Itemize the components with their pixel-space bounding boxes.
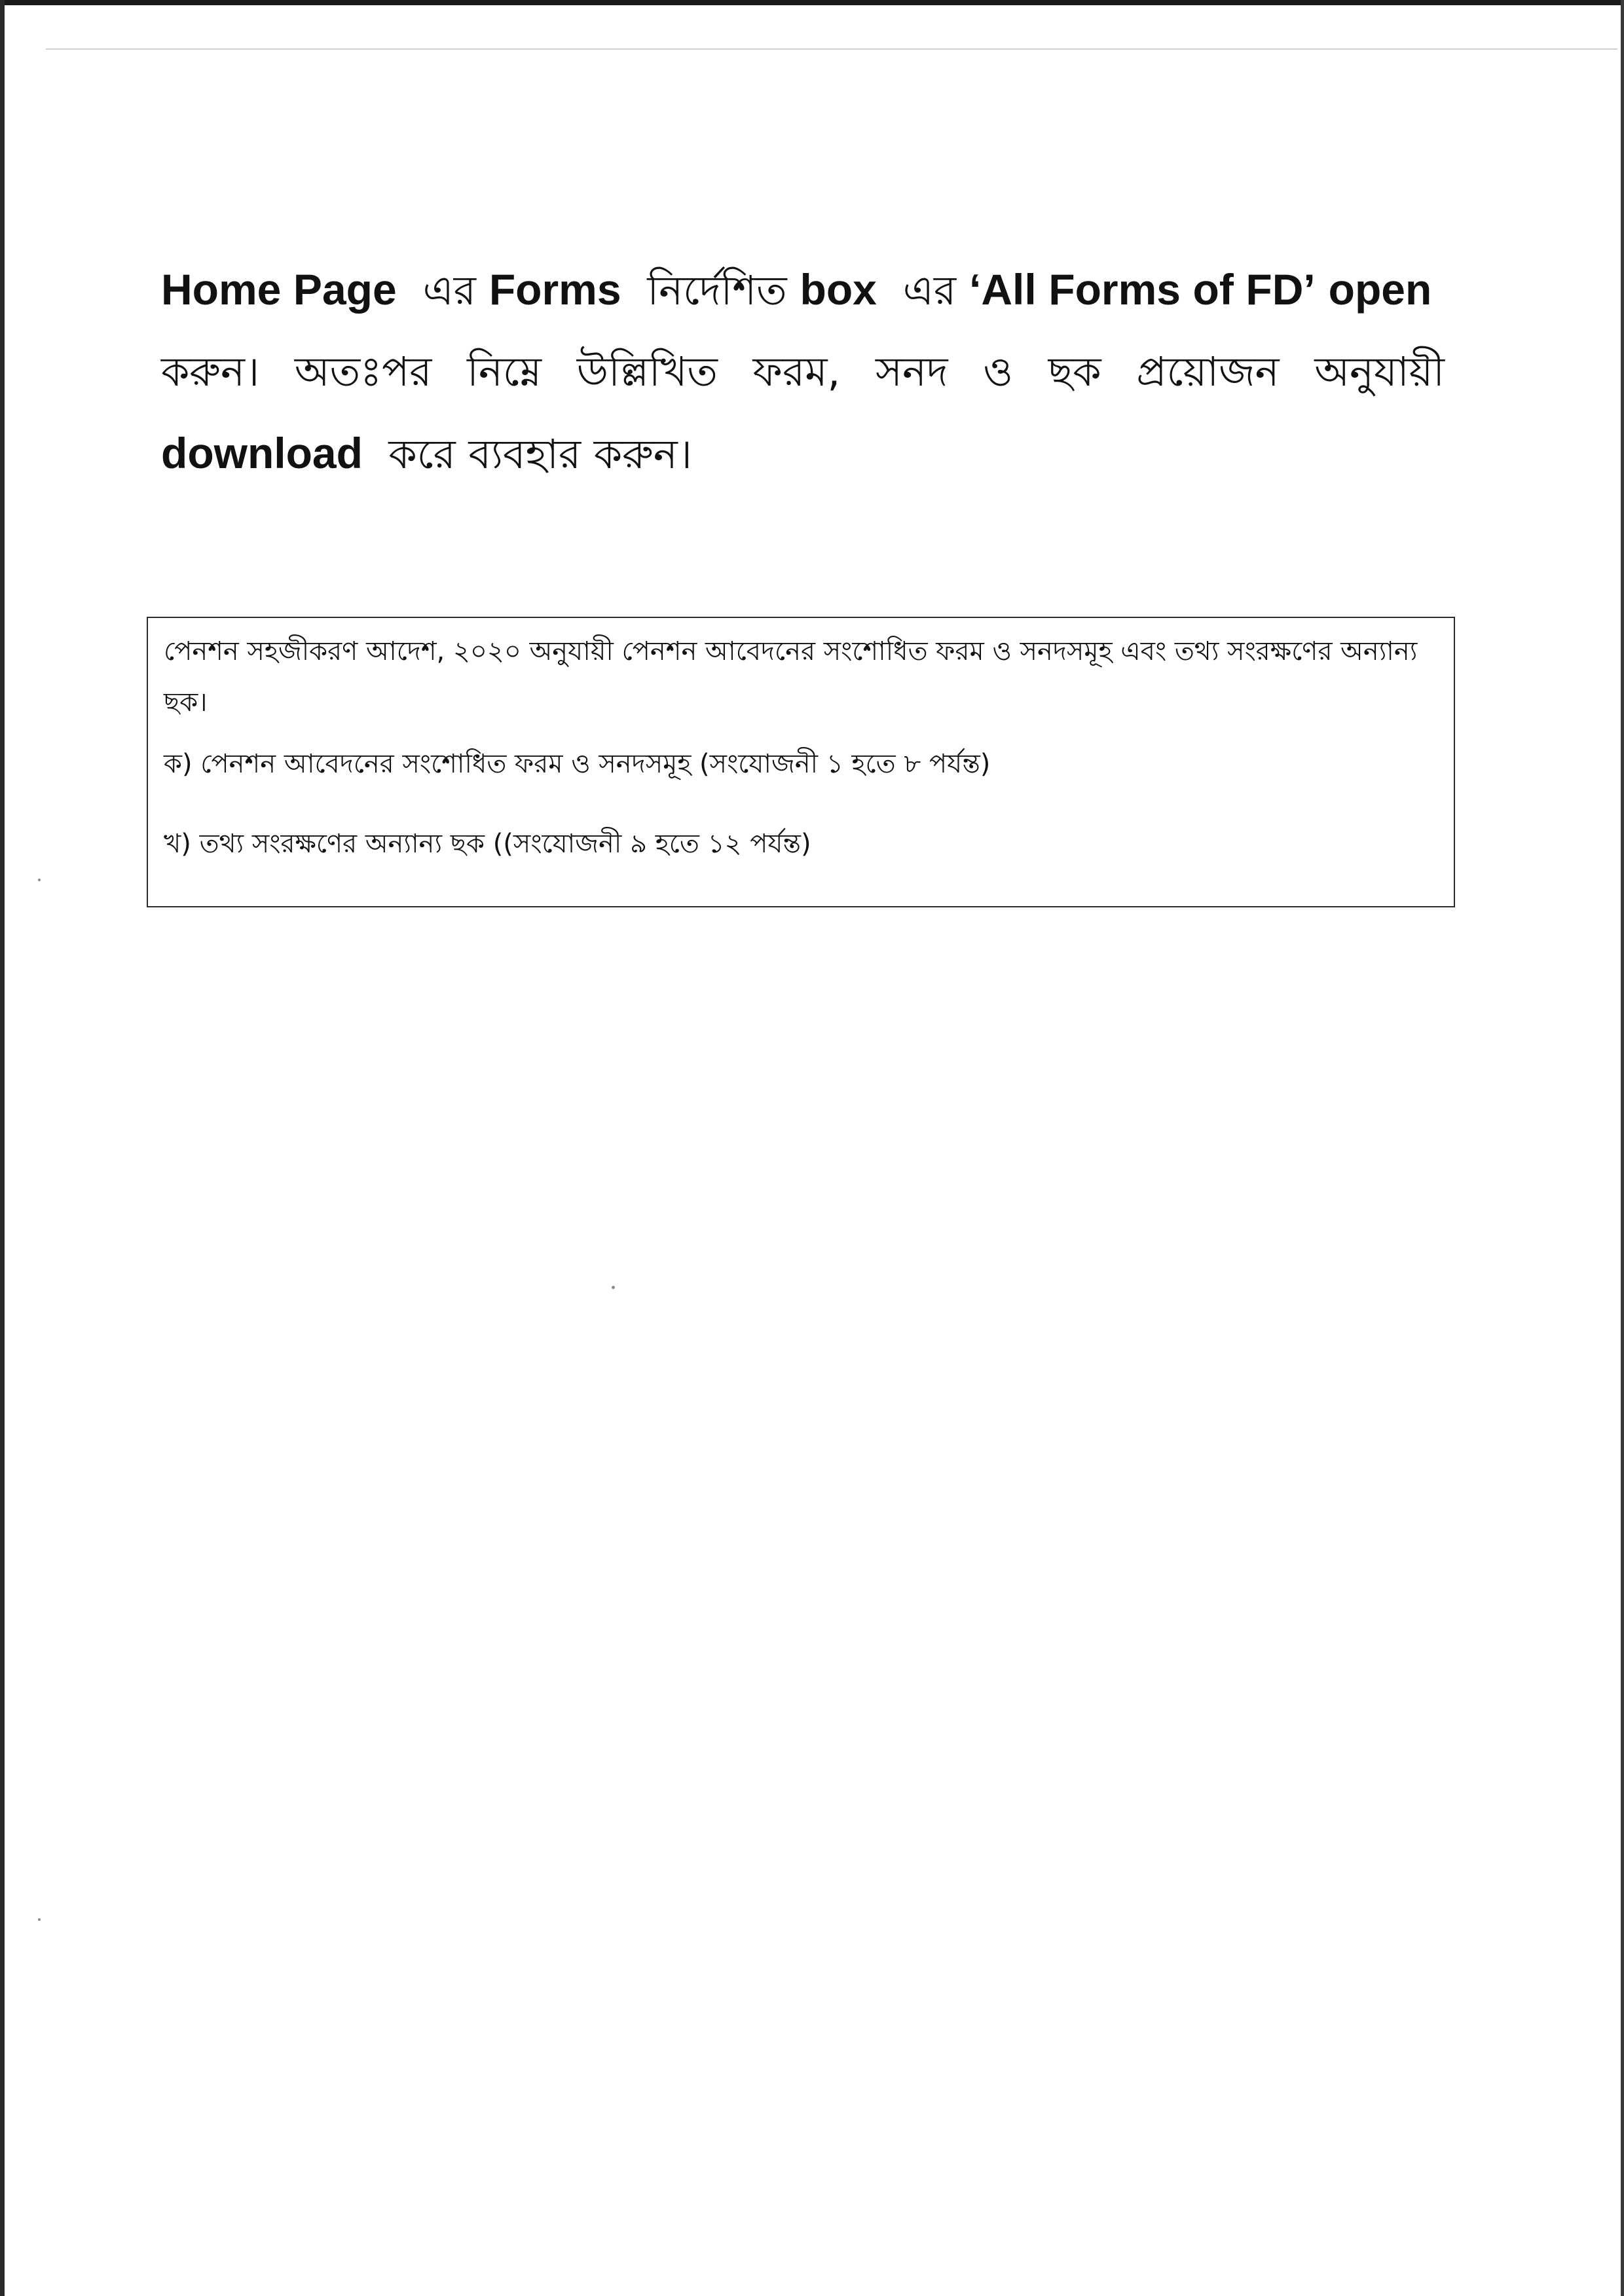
scan-right-edge	[1621, 0, 1624, 2296]
info-box-item-kha: খ) তথ্য সংরক্ষণের অন্যান্য ছক ((সংযোজনী ৯ হতে ১২ পর্যন্ত)	[164, 829, 811, 859]
info-box-intro: পেনশন সহজীকরণ আদেশ, ২০২০ অনুযায়ী পেনশন আবেদনের সংশোধিত ফরম ও সনদসমূহ এবং তথ্য সংরক্ষণের অন্যান্য ছক।	[164, 636, 1418, 718]
instruction-er-2: এর	[902, 266, 957, 314]
all-forms-of-fd-term: ‘All Forms of FD’	[969, 265, 1316, 314]
info-box-item-ka: ক) পেনশন আবেদনের সংশোধিত ফরম ও সনদসমূহ (সংযোজনী ১ হতে ৮ পর্যন্ত)	[164, 749, 991, 779]
home-page-term: Home Page	[161, 265, 397, 314]
scan-speck	[612, 1286, 615, 1289]
scan-speck	[38, 879, 41, 881]
download-term: download	[161, 429, 363, 477]
instruction-middle-text: করুন। অতঃপর নিম্নে উল্লিখিত ফরম, সনদ ও ছক প্রয়োজন অনুযায়ী	[161, 348, 1445, 395]
instruction-nirdeshito: নির্দেশিত	[647, 266, 787, 314]
instruction-er-1: এর	[422, 266, 476, 314]
header-rule	[46, 48, 1617, 50]
instruction-paragraph	[161, 249, 1445, 495]
instruction-end-text: করে ব্যবহার করুন।	[388, 430, 692, 478]
forms-term: Forms	[489, 265, 621, 314]
forms-info-box	[147, 617, 1455, 907]
scan-speck	[38, 1918, 41, 1921]
box-term: box	[800, 265, 877, 314]
open-term: open	[1328, 265, 1432, 314]
scan-top-edge	[0, 0, 1624, 5]
scan-left-edge	[0, 0, 5, 2296]
